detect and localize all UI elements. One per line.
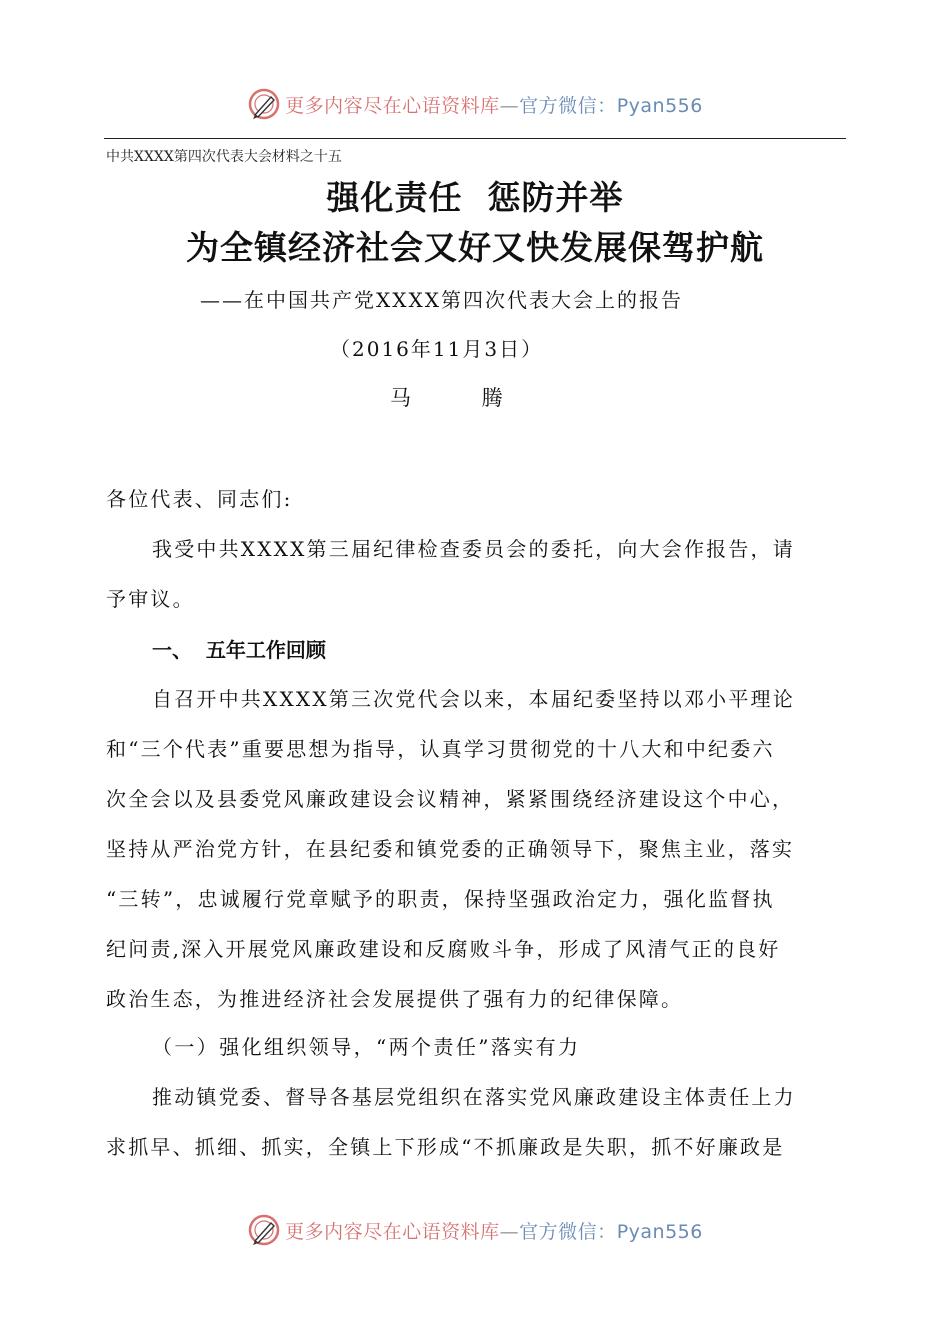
watermark-separator: — [499, 1220, 520, 1243]
subtitle: ——在中国共产党XXXX第四次代表大会上的报告 [200, 288, 683, 312]
intro-line-2: 予审议。 [106, 587, 195, 611]
body-line: “三转”，忠诚履行党章赋予的职责，保持坚强政治定力，强化监督执 [106, 887, 775, 911]
pen-logo-icon [247, 87, 281, 121]
header-rule [104, 138, 846, 139]
title-line-1: 强化责任 惩防并举 [326, 178, 624, 217]
watermark-official: 官方微信： [519, 1220, 617, 1243]
subsection-heading: （一）强化组织领导，“两个责任”落实有力 [152, 1035, 581, 1059]
body-line: 次全会以及县委党风廉政建设会议精神，紧紧围绕经济建设这个中心， [106, 787, 795, 811]
body-line: 政治生态，为推进经济社会发展提供了强有力的纪律保障。 [106, 987, 684, 1011]
watermark-banner-bottom [0, 1210, 950, 1250]
pen-logo-icon [247, 1213, 281, 1247]
watermark-main: 更多内容尽在心语资料库 [285, 94, 500, 117]
section-heading: 一、 五年工作回顾 [152, 638, 326, 662]
series-label: 中共XXXX第四次代表大会材料之十五 [106, 149, 342, 165]
title-line-2: 为全镇经济社会又好又快发展保驾护航 [186, 228, 764, 267]
body-line: 纪问责,深入开展党风廉政建设和反腐败斗争，形成了风清气正的良好 [106, 937, 781, 961]
watermark-banner-top [0, 84, 950, 124]
greeting: 各位代表、同志们: [106, 487, 293, 511]
watermark-id: Pyan556 [616, 1220, 703, 1243]
watermark-text [285, 1217, 703, 1244]
body-line: 自召开中共XXXX第三次党代会以来，本届纪委坚持以邓小平理论 [152, 687, 795, 711]
watermark-id: Pyan556 [616, 94, 703, 117]
body-line: 求抓早、抓细、抓实，全镇上下形成“不抓廉政是失职，抓不好廉政是 [106, 1135, 785, 1159]
report-date: （2016年11月3日） [330, 337, 544, 361]
author-name: 马 腾 [390, 386, 535, 410]
watermark-separator: — [499, 94, 520, 117]
body-line: 坚持从严治党方针，在县纪委和镇党委的正确领导下，聚焦主业，落实 [106, 837, 795, 861]
body-line: 和“三个代表”重要思想为指导，认真学习贯彻党的十八大和中纪委六 [106, 737, 775, 761]
watermark-official: 官方微信： [519, 94, 617, 117]
watermark-text [285, 91, 703, 118]
body-line: 推动镇党委、督导各基层党组织在落实党风廉政建设主体责任上力 [152, 1085, 796, 1109]
intro-line-1: 我受中共XXXX第三届纪律检查委员会的委托，向大会作报告，请 [152, 537, 795, 561]
watermark-main: 更多内容尽在心语资料库 [285, 1220, 500, 1243]
